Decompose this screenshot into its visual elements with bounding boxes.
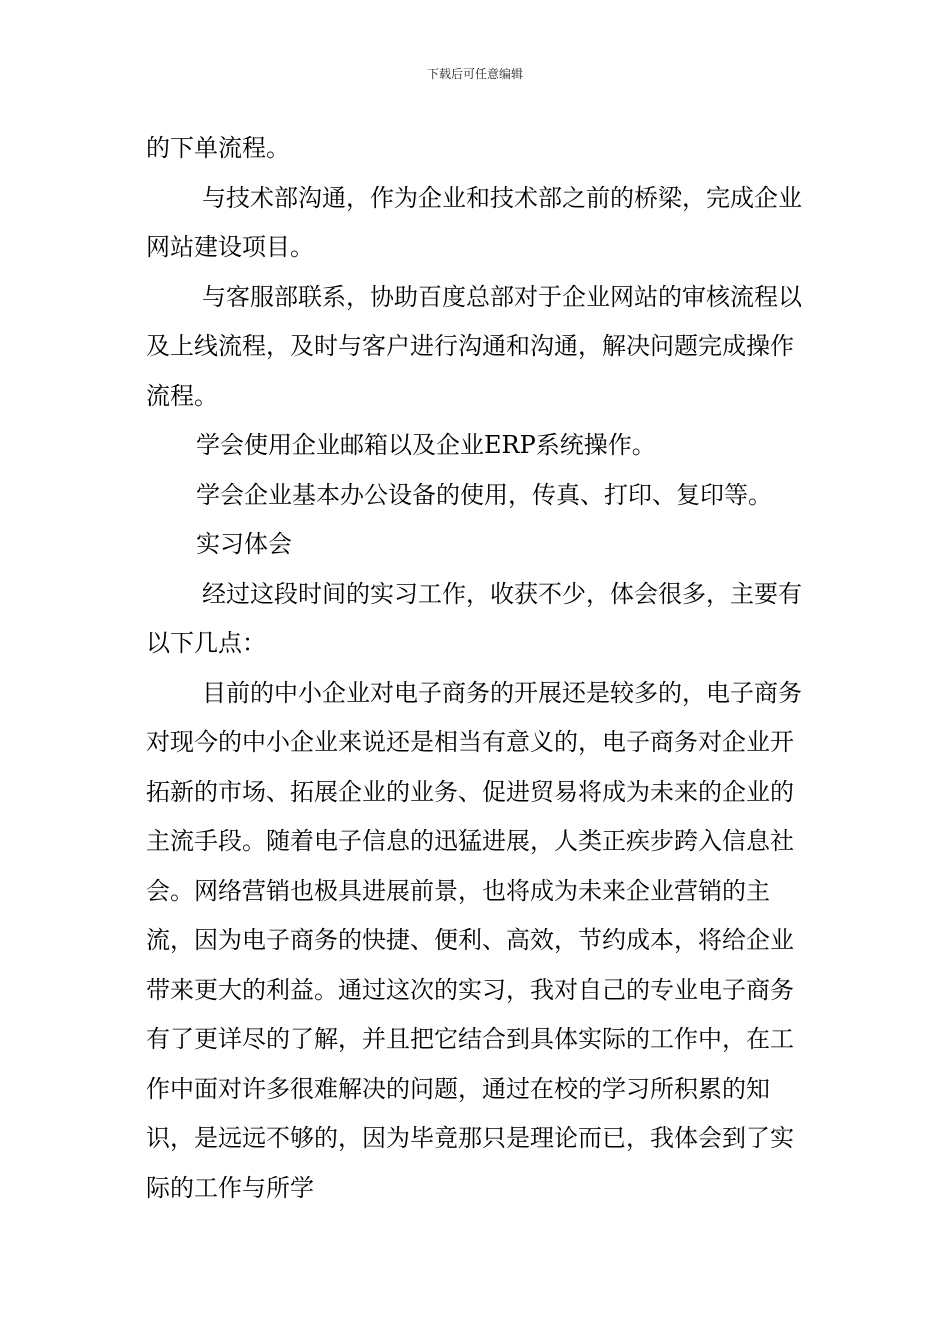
paragraph-ecommerce-reflection: 目前的中小企业对电子商务的开展还是较多的，电子商务对现今的中小企业来说还是相当有意义的，电子商务对企业开拓新的市场、拓展企业的业务、促进贸易将成为未来的企业的主流手段。随着电子信息的迅猛进展，人类正疾步跨入信息社会。网络营销也极具进展前景，也将成为未来企业营销的主流，因为电子商务的快捷、便利、高效，节约成本，将给企业带来更大的利益。通过这次的实习，我对自己的专业电子商务有了更详尽的了解，并且把它结合到具体实际的工作中，在工作中面对许多很难解决的问题，通过在校的学习所积累的知识，是远远不够的，因为毕竟那只是理论而已，我体会到了实际的工作与所学	[146, 678, 802, 1202]
page-header: 下载后可任意编辑	[426, 67, 523, 81]
paragraph-customer-service: 与客服部联系，协助百度总部对于企业网站的审核流程以及上线流程，及时与客户进行沟通和沟通，解决问题完成操作流程。	[146, 282, 802, 410]
paragraph-tech-dept: 与技术部沟通，作为企业和技术部之前的桥梁，完成企业网站建设项目。	[146, 183, 802, 261]
section-heading-internship-experience: 实习体会	[196, 530, 292, 558]
paragraph-summary-intro: 经过这段时间的实习工作，收获不少，体会很多，主要有以下几点：	[146, 579, 802, 657]
document-body	[146, 124, 808, 1213]
paragraph-order-process: 的下单流程。	[146, 134, 290, 162]
paragraph-office-equipment: 学会企业基本办公设备的使用，传真、打印、复印等。	[196, 480, 772, 509]
paragraph-email-erp: 学会使用企业邮箱以及企业ERP系统操作。	[196, 431, 656, 459]
